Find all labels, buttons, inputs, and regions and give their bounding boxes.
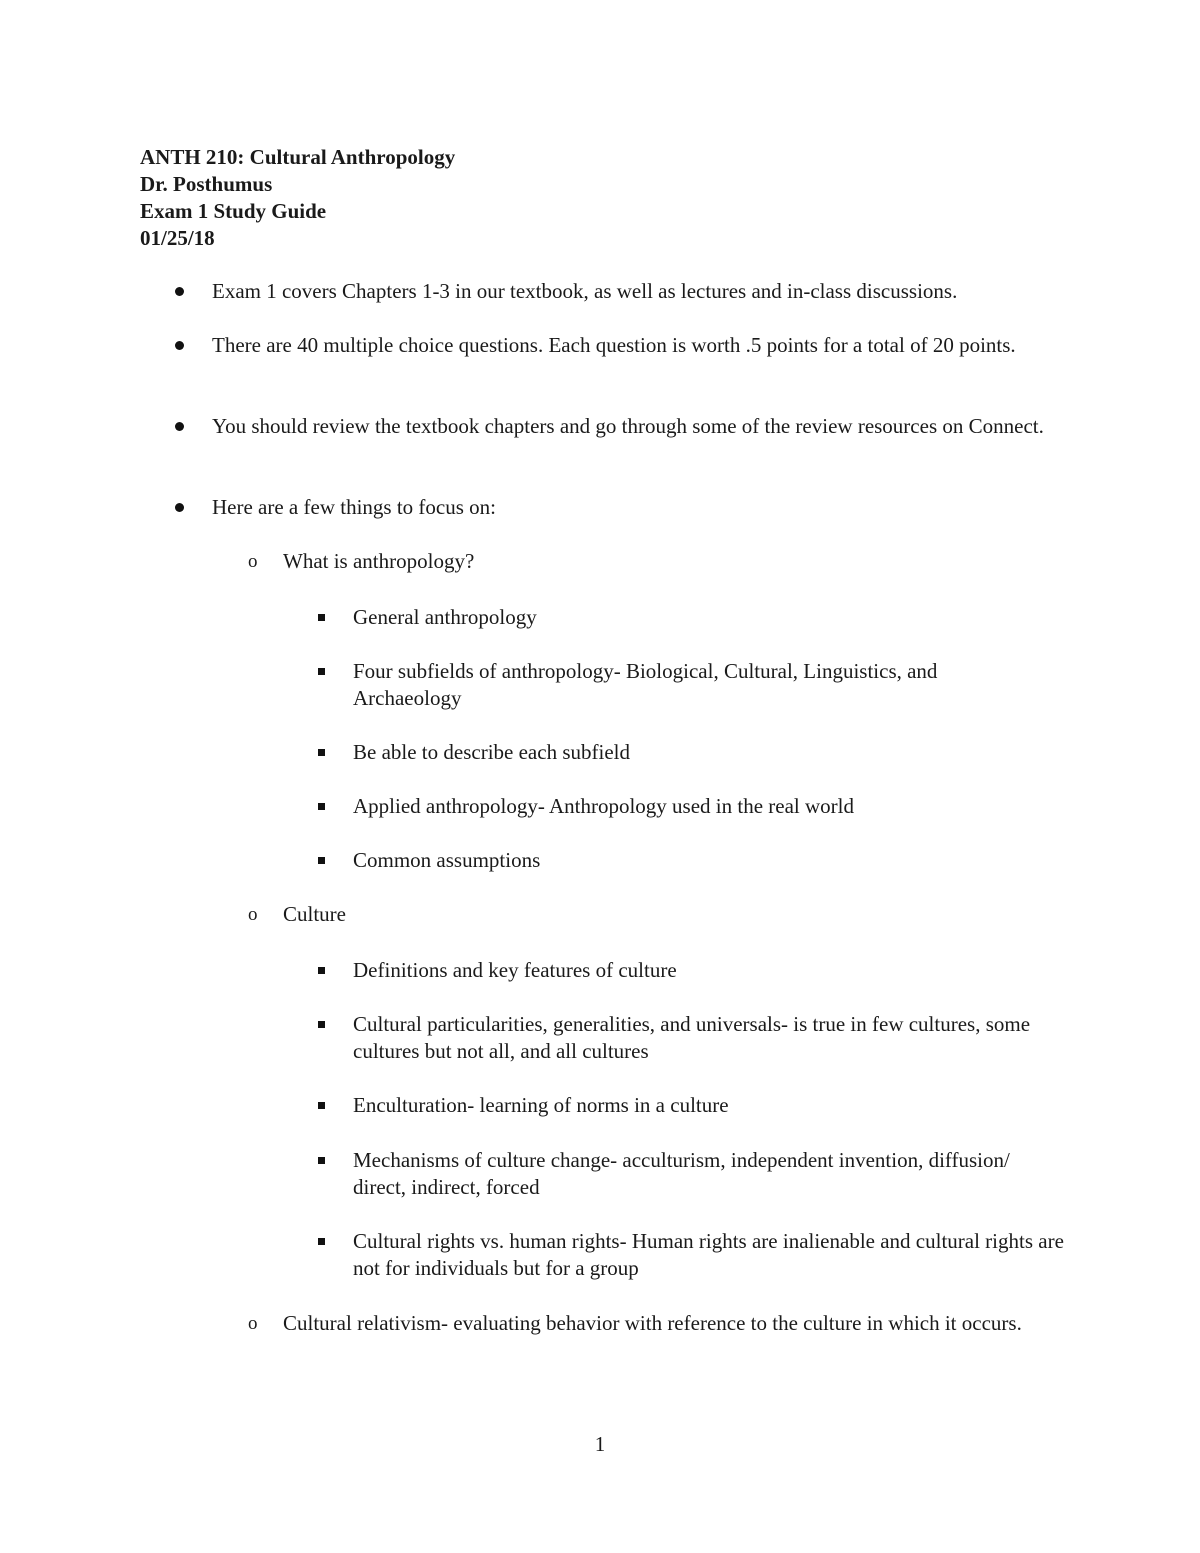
document-header bbox=[140, 144, 455, 252]
subtopic-item: Applied anthropology- Anthropology used in the real world bbox=[353, 794, 854, 818]
circle-bullet-icon: o bbox=[248, 904, 258, 925]
square-bullet-icon bbox=[318, 967, 325, 974]
square-bullet-icon bbox=[318, 749, 325, 756]
topic-cultural-relativism: Cultural relativism- evaluating behavior with reference to the culture in which it occurs. bbox=[283, 1311, 1022, 1335]
bullet-dot-icon bbox=[175, 341, 184, 350]
topic-what-is-anthropology: What is anthropology? bbox=[283, 549, 475, 573]
bullet-dot-icon bbox=[175, 287, 184, 296]
bullet-dot-icon bbox=[175, 422, 184, 431]
circle-bullet-icon: o bbox=[248, 1313, 258, 1334]
square-bullet-icon bbox=[318, 1238, 325, 1245]
square-bullet-icon bbox=[318, 1157, 325, 1164]
square-bullet-icon bbox=[318, 1021, 325, 1028]
square-bullet-icon bbox=[318, 857, 325, 864]
course-title: ANTH 210: Cultural Anthropology bbox=[140, 145, 456, 169]
subtopic-item: General anthropology bbox=[353, 605, 537, 629]
subtopic-item: Four subfields of anthropology- Biological, Cultural, Linguistics, and Archaeology bbox=[353, 659, 938, 710]
subtopic-item: Cultural rights vs. human rights- Human rights are inalienable and cultural rights are not for individuals but for a group bbox=[353, 1229, 1064, 1280]
square-bullet-icon bbox=[318, 1102, 325, 1109]
guide-date: 01/25/18 bbox=[140, 226, 215, 250]
topic-culture: Culture bbox=[283, 902, 346, 926]
square-bullet-icon bbox=[318, 614, 325, 621]
bullet-focus-intro: Here are a few things to focus on: bbox=[212, 495, 496, 519]
subtopic-item: Definitions and key features of culture bbox=[353, 958, 677, 982]
bullet-exam-coverage: Exam 1 covers Chapters 1-3 in our textbook, as well as lectures and in-class discussions. bbox=[212, 279, 958, 303]
instructor-name: Dr. Posthumus bbox=[140, 172, 273, 196]
square-bullet-icon bbox=[318, 803, 325, 810]
circle-bullet-icon: o bbox=[248, 551, 258, 572]
subtopic-item: Enculturation- learning of norms in a culture bbox=[353, 1093, 729, 1117]
bullet-question-count: There are 40 multiple choice questions. Each question is worth .5 points for a total of 20 points. bbox=[212, 333, 1016, 357]
square-bullet-icon bbox=[318, 668, 325, 675]
subtopic-item: Be able to describe each subfield bbox=[353, 740, 630, 764]
guide-title: Exam 1 Study Guide bbox=[140, 199, 327, 223]
page-number: 1 bbox=[594, 1432, 606, 1456]
bullet-review-advice: You should review the textbook chapters and go through some of the review resources on Connect. bbox=[212, 414, 1044, 438]
subtopic-item: Mechanisms of culture change- acculturism, independent invention, diffusion/ direct, indirect, forced bbox=[353, 1148, 1010, 1199]
subtopic-item: Common assumptions bbox=[353, 848, 541, 872]
bullet-dot-icon bbox=[175, 503, 184, 512]
subtopic-item: Cultural particularities, generalities, and universals- is true in few cultures, some cultures but not all, and all cultures bbox=[353, 1012, 1031, 1063]
